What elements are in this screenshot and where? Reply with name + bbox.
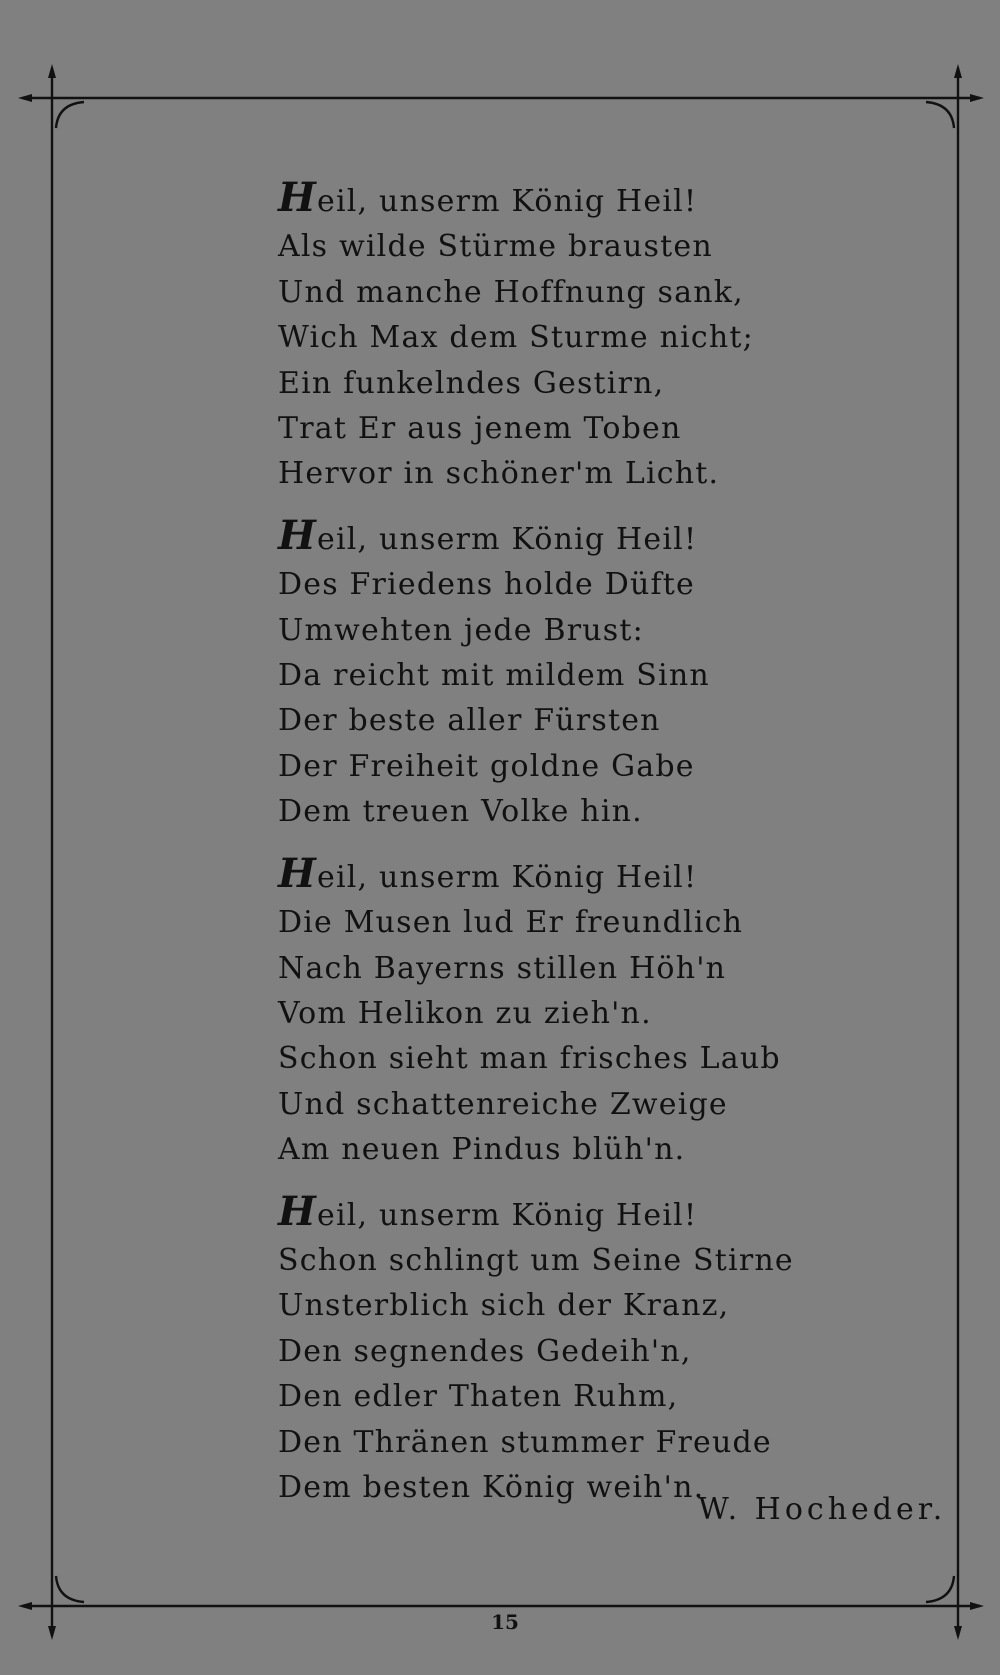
poem-line: Hervor in schöner'm Licht. [278,456,720,492]
poem-line: Heil, unserm König Heil! [278,1187,698,1235]
poem-line: Heil, unserm König Heil! [278,849,698,897]
poem-line: Dem besten König weih'n. [278,1469,705,1505]
poem-text [278,174,918,1529]
poem-line: Am neuen Pindus blüh'n. [278,1132,686,1168]
poem-line: Umwehten jede Brust: [278,612,644,648]
drop-initial: H [278,1187,317,1235]
poem-line: Des Friedens holde Düfte [278,567,696,603]
poem-line: Und manche Hoffnung sank, [278,274,744,310]
poem-line: Heil, unserm König Heil! [278,174,698,221]
poem-line: Da reicht mit mildem Sinn [278,658,710,694]
author-signature: W. Hocheder. [698,1492,947,1527]
drop-initial: H [278,174,317,221]
poem-line: Trat Er aus jenem Toben [278,411,682,447]
poem-line: Nach Bayerns stillen Höh'n [278,950,727,986]
poem-line: Die Musen lud Er freundlich [278,905,744,941]
poem-line: Heil, unserm König Heil! [278,511,698,559]
poem-line: Schon schlingt um Seine Stirne [278,1242,794,1278]
stanza-1 [278,174,918,497]
poem-line: Als wilde Stürme brausten [278,229,713,265]
poem-line: Wich Max dem Sturme nicht; [278,320,754,356]
drop-initial: H [278,849,317,897]
poem-line: Der Freiheit goldne Gabe [278,748,695,784]
poem-line: Den edler Thaten Ruhm, [278,1379,679,1415]
poem-line: Den segnendes Gedeih'n, [278,1333,692,1369]
poem-line: Ein funkelndes Gestirn, [278,365,665,401]
stanza-3 [278,849,918,1173]
poem-line: Den Thränen stummer Freude [278,1424,772,1460]
poem-line: Und schattenreiche Zweige [278,1086,728,1122]
poem-line: Schon sieht man frisches Laub [278,1041,781,1077]
poem-line: Der beste aller Fürsten [278,703,661,739]
stanza-4 [278,1187,918,1511]
poem-line: Vom Helikon zu zieh'n. [278,995,652,1031]
poem-line: Dem treuen Volke hin. [278,794,643,830]
drop-initial: H [278,511,317,559]
stanza-2 [278,511,918,835]
poem-line: Unsterblich sich der Kranz, [278,1288,730,1324]
page-number: 15 [491,1610,519,1634]
